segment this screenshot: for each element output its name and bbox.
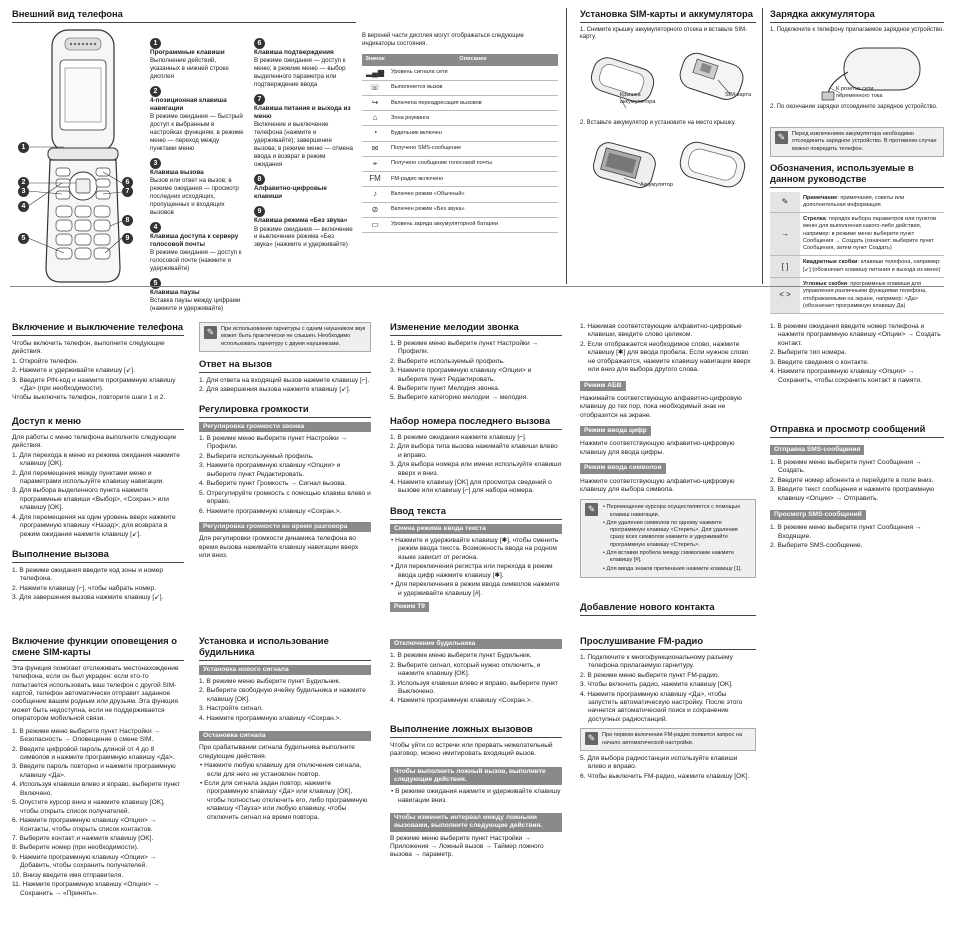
list-item: 4. Нажмите программную клавишу <Да>, чтобы запустить автоматическую настройку. После этого начнется автоматический поиск и сохранение доступных радиостанций.: [580, 690, 743, 723]
callout-9: 9: [122, 233, 133, 244]
table-row: [362, 95, 558, 110]
legend-item: 2 4-позиционная клавиша навигации В режиме ожидания — быстрый доступ к выбранным в настройках функциям; в режиме меню — переход между пунктами меню: [150, 88, 244, 153]
volume-call-bar: Регулировка громкости во время разговора: [199, 522, 371, 532]
ringtone-steps: [390, 340, 562, 403]
contact-section: [770, 322, 944, 386]
alarm-title: Установка и использование будильника: [199, 636, 371, 661]
charge-note: ✎ Перед извлечением аккумулятора необходимо отсоединить зарядное устройство. В противном случае можно повредить телефон.: [770, 127, 944, 157]
sms-title: Отправка и просмотр сообщений: [770, 424, 944, 438]
redial-title: Набор номера последнего вызова: [390, 416, 562, 430]
indicators-intro: В верхней части дисплея могут отображаться следующие индикаторы состояния.: [362, 33, 524, 47]
label-outlet: К розетке сети переменного тока: [836, 86, 883, 100]
disable-alarm-section: [390, 636, 562, 707]
answer-section: [199, 359, 371, 396]
sms-steps2: [770, 524, 944, 550]
power-title: Включение и выключение телефона: [12, 322, 184, 336]
list-item: 1. Нажимая соответствующие алфавитно-цифровые клавиши, введите слово целиком.: [580, 323, 742, 339]
list-item: 1. В режиме ожидания нажмите клавишу [⌐].: [390, 433, 527, 441]
legend-item: 1 Программные клавиши Выполнение действий, указанных в нижней строке дисплея: [150, 40, 229, 81]
table-row: [362, 141, 558, 156]
list-item: 2. Для завершения вызова нажмите клавишу [↙].: [199, 386, 351, 394]
sms-view-bar: Просмотр SMS-сообщений: [770, 510, 866, 520]
list-item: 2. Введите цифровой пароль длиной от 4 до 8 символов и нажмите программную клавишу <Да>.: [12, 745, 175, 761]
sms-send-bar: Отправка SMS-сообщения: [770, 445, 864, 455]
disable-alarm-bar: Отключение будильника: [390, 639, 562, 649]
textinput-title: Ввод текста: [390, 506, 562, 520]
indicator-icon: ▭: [362, 217, 388, 232]
simalert-steps: [12, 728, 184, 898]
contact-title-wrap: [580, 602, 756, 620]
alarm-new-bar: Установка нового сигнала: [199, 665, 371, 675]
list-item: 9. Нажмите программную клавишу <Опции> → Добавить, чтобы сохранить получателей.: [12, 853, 157, 870]
sim-title: Установка SIM-карты и аккумулятора: [580, 9, 756, 23]
ringtone-section: [390, 322, 562, 404]
calls-title: Выполнение вызова: [12, 549, 184, 563]
volume-ring-bar: Регулировка громкости звонка: [199, 422, 371, 432]
list-item: 5. Отрегулируйте громкость с помощью клавиш влево и вправо.: [199, 489, 371, 506]
list-item: 1. В режиме меню выберите пункт Настройки → Безопасность → Оповещение о смене SIM.: [12, 727, 161, 744]
list-item: 3. Введите сведения о контакте.: [770, 358, 869, 366]
list-item: 4. Нажмите программную клавишу <Опции> → Сохранить, чтобы сохранить контакт в памяти.: [770, 368, 922, 384]
convention-symbol: ✎: [770, 192, 800, 213]
redial-section: [390, 416, 562, 497]
menu-steps: [12, 452, 184, 539]
list-item: 4. Нажмите программную клавишу <Сохран.>.: [199, 714, 342, 722]
input-note: [580, 499, 756, 577]
indicator-desc: FM-радио включено: [388, 172, 558, 187]
fake-call-bar: Чтобы выполнить ложный вызов, выполните следующие действия.: [390, 767, 562, 785]
table-row: [362, 111, 558, 126]
list-item: 3. Настройте сигнал.: [199, 705, 263, 713]
sms-section: [770, 424, 944, 552]
key-legend-left: [150, 38, 246, 318]
indicator-icon: ↪: [362, 95, 388, 110]
table-row: [362, 187, 558, 202]
list-item: 1. В режиме меню выберите пункт Сообщения → Создать.: [770, 459, 922, 475]
list-item: 11. Нажмите программную клавишу <Опции> → Сохранить → «Принять».: [12, 881, 160, 897]
table-row: [362, 156, 558, 171]
table-row: [770, 192, 944, 213]
table-row: [362, 66, 558, 81]
sim-illustration: [580, 48, 760, 120]
list-item: 10. Внизу введите имя отправителя.: [12, 871, 124, 879]
phone-title: Внешний вид телефона: [12, 9, 356, 23]
calls-steps: [12, 567, 184, 603]
sym-bar: Режим ввода символов: [580, 463, 666, 473]
legend-item: 7 Клавиша питания и выхода из меню Включение и выключение телефона (нажмите и удерживайте); завершение вызова; в режиме меню — отмена ввода и возврат в режим ожидания: [254, 95, 353, 168]
list-item: 3. Нажмите программную клавишу <Опции> и выберите пункт Редактировать.: [390, 367, 532, 383]
list-item: 1. В режиме меню выберите пункт Настройки → Профили.: [199, 435, 348, 451]
list-item: 2. Если отображается необходимое слово, нажмите клавишу [✱] для ввода пробела. Если нужное слово не отображается, нажмите клавишу навигации вверх или вниз для выбора другого слова.: [580, 340, 751, 374]
indicator-icon: ♪: [362, 187, 388, 202]
charge-title: Зарядка аккумулятора: [770, 9, 944, 23]
legend-item: 9 Клавиша режима «Без звука» В режиме ожидания — включение и выключение режима «Без звука» (нажмите и удерживайте): [254, 208, 353, 249]
t9-bar: Режим Т9: [390, 602, 429, 612]
list-item: • Для ввода знаков препинания нажмите клавишу [1].: [602, 566, 751, 573]
list-item: 3. Введите текст сообщения и нажмите программную клавишу <Опции> → Отправить.: [770, 486, 935, 502]
indicator-icon: ✉: [362, 141, 388, 156]
list-item: 3. Нажмите программную клавишу <Опции> и выберите пункт Редактировать.: [199, 462, 341, 478]
sim-step2: 2. Вставьте аккумулятор и установите на место крышку.: [580, 120, 736, 126]
fake-interval-bar: Чтобы изменить интервал между ложными вызовами, выполните следующие действия.: [390, 813, 562, 831]
phone-section: [12, 9, 356, 27]
list-item: 3. Для выбора номера или имени используйте клавиши вверх и вниз.: [390, 461, 562, 477]
fm-note: ✎ При первом включении FM-радио появится запрос на начало автоматической настройки.: [580, 728, 756, 751]
headset-note: ✎ При использовании гарнитуры с одним наушником звук может быть практически не слышен. Необходимо использовать гарнитуру с двумя наушниками.: [199, 322, 371, 352]
list-item: • Для переключения регистра или перехода в режим ввода цифр нажмите клавишу [✱].: [390, 563, 562, 580]
conventions-title: Обозначения, используемые в данном руководстве: [770, 163, 944, 188]
redial-steps: [390, 434, 562, 496]
answer-title: Ответ на вызов: [199, 359, 371, 373]
t9-section: 1. Нажимая соответствующие алфавитно-цифровые клавиши, введите слово целиком. 2. Если отображается необходимое слово, нажмите клавишу [✱] для ввода пробела. Если нужное слово не отображается, нажмите клавишу навигации вверх или вниз для выбора другого слова. Режим АБВ Нажимайте соответствующую алфавитно-цифровую клавишу до тех пор, пока необходимый знак не отобразится на экране. Режим ввода цифр Нажмите соответствующую алфавитно-цифровую клавишу для ввода цифры. Режим ввода символов Нажмите соответствующую алфавитно-цифровую клавишу для выбора символа. ✎ • Перемещение курсора осуществляется с помощью клавиш навигации. • Для удаления символов по одному нажмите программную клавишу <Стереть>. Для удаления сразу всех символов нажмите и удерживайте программную клавишу <Стереть>. • Для вставки пробела между символами нажмите клавишу [#]. • Для ввода знаков препинания нажмите клавишу [1].: [580, 322, 756, 578]
table-row: [770, 213, 944, 256]
list-item: 3. Для выбора выделенного пункта нажмите программные клавиши <Выбор>, <Сохран.> или клавишу [OK].: [12, 487, 169, 512]
alarm-steps: [199, 678, 371, 723]
alarm-stop-bar: Остановка сигнала: [199, 731, 371, 741]
indicator-table: [362, 54, 558, 233]
table-row: [362, 172, 558, 187]
list-item: 2. Нажмите и удерживайте клавишу [↙].: [12, 367, 136, 375]
indicator-icon: ⌂: [362, 111, 388, 126]
list-item: 2. Выберите используемый профиль.: [390, 357, 505, 365]
fm-steps2: [580, 755, 756, 781]
list-item: • Если для сигнала задан повтор, нажмите программную клавишу <Да> или клавишу [OK], чтобы полностью отключить его, либо программную клавишу <Пауза> или любую клавишу, чтобы отключить сигнал на время повтора.: [199, 780, 371, 822]
convention-symbol: [ ]: [770, 256, 800, 278]
indicator-desc: Будильник включен: [388, 126, 558, 141]
list-item: 1. Для перехода в меню из режима ожидания нажмите клавишу [OK].: [12, 451, 180, 468]
convention-desc: Угловые скобки: программные клавиши для управления различными функциями телефона, отображаемыми на экране, например: <Да> (обозначает программную клавишу Да): [800, 278, 944, 314]
legend-item: 8 Алфавитно-цифровые клавиши: [254, 175, 327, 201]
list-item: • В режиме ожидания нажмите и удерживайте клавишу навигации вниз.: [390, 788, 562, 805]
indicator-desc: Получено SMS-сообщение: [388, 141, 558, 156]
volume-section: Регулировка громкости Регулировка громкости звонка 1. В режиме меню выберите пункт Настройки → Профили. 2. Выберите используемый профиль. 3. Нажмите программную клавишу <Опции> и выберите пункт Редактировать. 4. Выберите пункт Громкость → Сигнал вызова. 5. Отрегулируйте громкость с помощью клавиш влево и вправо. 6. Нажмите программную клавишу <Сохран.>. Регулировка громкости во время разговора Для регулировки громкости динамика телефона во время вызова нажимайте клавишу навигации вверх или вниз.: [199, 403, 371, 560]
list-item: • Нажмите и удерживайте клавишу [✱], чтобы сменить режим ввода текста. Возможность ввода на родном языке зависит от региона.: [390, 537, 562, 562]
list-item: 1. В режиме меню выберите пункт Будильник.: [199, 677, 341, 685]
sms-steps1: [770, 459, 944, 503]
battery-illustration: [580, 138, 760, 200]
convention-desc: Стрелка: порядок выбора параметров или пунктов меню для выполнения какого-либо действия, например: в режиме меню выберите пункт Сообщения → Создать (означает: выберите пункт Сообщения, затем пункт Создать): [800, 213, 944, 256]
legend-item: 6 Клавиша подтверждения В режиме ожидания — доступ к меню; в режиме меню — выбор выделенного параметра или подтверждение ввода: [254, 40, 346, 88]
charge-step2: 2. По окончании зарядки отсоедините зарядное устройство.: [770, 104, 938, 110]
list-item: 5. Для выбора радиостанции используйте клавиши влево и вправо.: [580, 754, 738, 771]
list-item: 2. Выберите используемый профиль.: [199, 452, 314, 460]
list-item: 2. Выберите сигнал, который нужно отключить, и нажмите клавишу [OK].: [390, 661, 541, 678]
list-item: 3. Чтобы включить радио, нажмите клавишу [OK].: [580, 681, 733, 689]
note-icon: ✎: [775, 131, 788, 144]
indicator-icon: ▂▄▆: [362, 66, 388, 81]
indicator-icon: ⊘: [362, 202, 388, 217]
volume-title: Регулировка громкости: [199, 404, 371, 418]
indicator-icon: ◔: [362, 126, 388, 141]
contact-title: Добавление нового контакта: [580, 602, 756, 616]
list-item: 1. В режиме меню выберите пункт Настройки → Профили.: [390, 339, 539, 356]
callout-7: 7: [122, 186, 133, 197]
list-item: 1. Для ответа на входящий вызов нажмите клавишу [⌐].: [199, 376, 370, 384]
list-item: 2. Введите номер абонента и перейдите в поле вниз.: [770, 476, 934, 484]
col-icon: Значок: [362, 54, 388, 65]
list-item: 2. Для перемещения между пунктами меню и параметрами используйте клавишу навигации.: [12, 469, 165, 485]
label-sim: SIM-карта: [725, 92, 752, 98]
abc-bar: Режим АБВ: [580, 381, 626, 391]
list-item: 4. Выберите пункт Громкость → Сигнал вызова.: [199, 480, 347, 488]
indicator-desc: Включен режим «Без звука»: [388, 202, 558, 217]
legend-item: 5 Клавиша паузы Вставка паузы между цифрами (нажмите и удерживайте): [150, 280, 241, 313]
contact-steps: [770, 323, 944, 385]
legend-item: 3 Клавиша вызова Вызов или ответ на вызов; в режиме ожидания — просмотр последних исходящих, пропущенных и входящих вызовов: [150, 160, 239, 216]
list-item: 4. Выберите пункт Мелодия звонка.: [390, 385, 500, 392]
power-section: Включение и выключение телефона Чтобы включить телефон, выполните следующие действия. 1. Откройте телефон. 2. Нажмите и удерживайте клавишу [↙]. 3. Введите PIN-код и нажмите программную клавишу <Да> (при необходимости). Чтобы выключить телефон, повторите шаги 1 и 2.: [12, 321, 184, 402]
menu-title: Доступ к меню: [12, 416, 184, 430]
menu-section: Доступ к меню Для работы с меню телефона выполните следующие действия. 1. Для перехода в меню из режима ожидания нажмите клавишу [OK]. 2. Для перемещения между пунктами меню и параметрами используйте клавишу навигации. 3. Для выбора выделенного пункта нажмите программные клавиши <Выбор>, <Сохран.> или клавишу [OK]. 4. Для перемещения на один уровень вверх нажмите программную клавишу <Назад>; для возврата в режим ожидания нажмите клавишу [↙].: [12, 416, 184, 540]
list-item: 3. Для завершения вызова нажмите клавишу [↙].: [12, 594, 164, 602]
num-bar: Режим ввода цифр: [580, 426, 651, 436]
convention-symbol: →: [770, 213, 800, 256]
list-item: 2. Нажмите клавишу [⌐], чтобы набрать номер.: [12, 584, 157, 592]
convention-desc: Квадратные скобки: клавиши телефона, например: [↙] (обозначает клавишу питания и выхода из меню): [800, 256, 944, 278]
ringtone-title: Изменение мелодии звонка: [390, 322, 562, 336]
list-item: • Для вставки пробела между символами нажмите клавишу [#].: [602, 550, 751, 565]
list-item: • Для переключения в режим ввода символов нажмите и удерживайте клавишу [#].: [390, 581, 562, 598]
alarm-bullets: [199, 762, 371, 822]
calls-section: [12, 549, 184, 604]
list-item: 6. Нажмите программную клавишу <Опции> → Контакты, чтобы открыть список контактов.: [12, 817, 157, 833]
list-item: 8. Выберите номер (при необходимости).: [12, 844, 139, 852]
fm-title: Прослушивание FM-радио: [580, 636, 756, 650]
phone-illustration: [10, 28, 140, 286]
power-steps: [12, 358, 184, 394]
table-row: [362, 126, 558, 141]
callout-8: 8: [122, 215, 133, 226]
fake-section: Выполнение ложных вызовов Чтобы уйти со встречи или прервать нежелательный разговор, можно имитировать входящий вызов. Чтобы выполнить ложный вызов, выполните следующие действия. • В режиме ожидания нажмите и удерживайте клавишу навигации вниз. Чтобы изменить интервал между ложными вызовами, выполните следующие действия. В режиме меню выберите пункт Настройки → Приложения → Ложный вызов → Таймер ложного вызова → параметр.: [390, 724, 562, 861]
list-item: 3. Используя клавиши влево и вправо, выберите пункт Выключено.: [390, 679, 559, 695]
list-item: 1. В режиме ожидания введите номер телефона и нажмите программную клавишу <Опции> → Создать контакт.: [770, 323, 941, 347]
list-item: 6. Нажмите программную клавишу <Сохран.>.: [199, 507, 342, 515]
charge-section: Зарядка аккумулятора 1. Подключите к телефону прилагаемое зарядное устройство.: [770, 8, 944, 33]
list-item: 2. Выберите тип номера.: [770, 349, 847, 357]
indicator-desc: Зона роуминга: [388, 111, 558, 126]
fm-section: [580, 636, 756, 782]
list-item: 2. Выберите свободную ячейку будильника и нажмите клавишу [OK].: [199, 687, 366, 703]
col-desc: Описание: [388, 54, 558, 65]
list-item: 1. В режиме меню выберите пункт Сообщения → Входящие.: [770, 524, 922, 540]
list-item: • Нажмите любую клавишу для отключения сигнала, если для него не установлен повтор.: [199, 762, 371, 779]
textinput-bullets: [390, 537, 562, 598]
simalert-title: Включение функции оповещения о смене SIM-карты: [12, 636, 184, 661]
list-item: • Для удаления символов по одному нажмите программную клавишу <Стереть>. Для удаления сразу всех символов нажмите и удерживайте программную клавишу <Стереть>.: [602, 520, 751, 549]
list-item: 5. Опустите курсор вниз и нажмите клавишу [OK], чтобы открыть список получателей.: [12, 799, 165, 815]
sim-section: Установка SIM-карты и аккумулятора 1. Снимите крышку аккумуляторного отсека и вставьте SIM-карту.: [580, 9, 756, 43]
list-item: 2. Для выбора типа вызова нажимайте клавиши влево и вправо.: [390, 443, 558, 459]
convention-desc: Примечание: примечания, советы или дополнительная информация: [800, 192, 944, 213]
list-item: 1. В режиме меню выберите пункт Будильник.: [390, 652, 532, 660]
indicator-desc: Уровень заряда аккумуляторной батареи: [388, 217, 558, 232]
list-item: 2. Выберите SMS-сообщение.: [770, 542, 863, 550]
list-item: 4. Для перемещения на один уровень вверх нажмите программную клавишу <Назад>; для возврата в режим ожидания нажмите клавишу [↙].: [12, 513, 176, 538]
indicator-desc: Включена переадресация вызовов: [388, 95, 558, 110]
list-item: 2. В режиме меню выберите пункт FM-радио.: [580, 671, 720, 679]
callout-1: 1: [18, 142, 29, 153]
fm-steps: [580, 654, 756, 725]
indicator-desc: Включен режим «Обычный»: [388, 187, 558, 202]
list-item: 1. В режиме ожидания введите код зоны и номер телефона.: [12, 566, 163, 583]
list-item: 3. Введите пароль повторно и нажмите программную клавишу <Да>.: [12, 763, 176, 779]
table-row: [362, 217, 558, 232]
callout-5: 5: [18, 233, 29, 244]
indicator-desc: Получено сообщение голосовой почты: [388, 156, 558, 171]
callout-2: 2: [18, 177, 29, 188]
answer-steps: [199, 377, 371, 395]
fake-bullets: [390, 788, 562, 805]
volume-steps: [199, 435, 371, 516]
textinput-mode-bar: Смена режима ввода текста: [390, 524, 562, 534]
list-item: 1. Подключите к многофункциональному разъему телефона прилагаемую гарнитуру.: [580, 653, 733, 670]
table-row: [362, 202, 558, 217]
table-row: [362, 80, 558, 95]
list-item: 4. Нажмите программную клавишу <Сохран.>.: [390, 697, 533, 705]
callout-6: 6: [122, 177, 133, 188]
list-item: 4. Используя клавиши влево и вправо, выберите пункт Включено.: [12, 781, 181, 797]
list-item: 3. Введите PIN-код и нажмите программную клавишу <Да> (при необходимости).: [12, 376, 176, 392]
indicator-icon: FM: [362, 172, 388, 187]
alarm-section: Установка и использование будильника Установка нового сигнала 1. В режиме меню выберите пункт Будильник. 2. Выберите свободную ячейку будильника и нажмите клавишу [OK]. 3. Настройте сигнал. 4. Нажмите программную клавишу <Сохран.>. Остановка сигнала При срабатывании сигнала будильника выполните следующие действия. • Нажмите любую клавишу для отключения сигнала, если для него не установлен повтор. • Если для сигнала задан повтор, нажмите программную клавишу <Да> или клавишу [OK], чтобы полностью отключить его, либо программную клавишу <Пауза> или любую клавишу, чтобы отключить сигнал на время повтора.: [199, 636, 371, 823]
note-icon: ✎: [204, 326, 217, 339]
textinput-section: [390, 506, 562, 615]
simalert-section: Включение функции оповещения о смене SIM-карты Эта функция помогает отслеживать местонахождение телефона, если он был украден: если кто-то попытается использовать ваш телефон с другой SIM-картой, телефон автоматически отправит заданное сообщение вашим родным или друзьям. Эта функция может быть недоступна, если не поддерживается оператором мобильной связи. 1. В режиме меню выберите пункт Настройки → Безопасность → Оповещение о смене SIM. 2. Введите цифровой пароль длиной от 4 до 8 символов и нажмите программную клавишу <Да>. 3. Введите пароль повторно и нажмите программную клавишу <Да>. 4. Используя клавиши влево и вправо, выберите пункт Включено. 5. Опустите курсор вниз и нажмите клавишу [OK], чтобы открыть список получателей. 6. Нажмите программную клавишу <Опции> → Контакты, чтобы открыть список контактов. 7. Выберите контакт и нажмите клавишу [OK]. 8. Выберите номер (при необходимости). 9. Нажмите программную клавишу <Опции> → Добавить, чтобы сохранить получателей. 10. Внизу введите имя отправителя. 11. Нажмите программную клавишу <Опции> → Сохранить → «Принять».: [12, 636, 184, 899]
list-item: • Перемещение курсора осуществляется с помощью клавиш навигации.: [602, 504, 751, 519]
key-legend-right: [254, 38, 354, 254]
note-icon: ✎: [585, 503, 598, 516]
convention-symbol: < >: [770, 278, 800, 314]
note-icon: ✎: [585, 732, 598, 745]
disable-steps: [390, 652, 562, 706]
label-cover: Крышка аккумулятора: [620, 92, 656, 106]
table-row: [770, 256, 944, 278]
label-battery: Аккумулятор: [640, 182, 674, 188]
callout-3: 3: [18, 186, 29, 197]
t9-steps: [580, 323, 756, 375]
indicators-section: [362, 32, 558, 233]
legend-item: 4 Клавиша доступа к серверу голосовой почты В режиме ожидания — доступ к голосовой почте (нажмите и удерживайте): [150, 223, 242, 273]
list-item: 4. Нажмите клавишу [OK] для просмотра сведений о вызове или клавишу [⌐] для набора номера.: [390, 479, 552, 495]
list-item: 7. Выберите контакт и нажмите клавишу [OK].: [12, 834, 154, 842]
callout-4: 4: [18, 201, 29, 212]
conventions-table: [770, 192, 944, 314]
list-item: 1. Откройте телефон.: [12, 357, 79, 365]
fake-title: Выполнение ложных вызовов: [390, 724, 562, 738]
indicator-desc: Выполняется вызов: [388, 80, 558, 95]
list-item: 6. Чтобы выключить FM-радио, нажмите клавишу [OK].: [580, 772, 750, 780]
list-item: 5. Выберите категорию мелодии → мелодия.: [390, 394, 529, 402]
indicator-icon: ⌖: [362, 156, 388, 171]
table-row: [770, 278, 944, 314]
indicator-icon: ☏: [362, 80, 388, 95]
indicator-desc: Уровень сигнала сети: [388, 66, 558, 81]
conventions-section: [770, 163, 944, 314]
